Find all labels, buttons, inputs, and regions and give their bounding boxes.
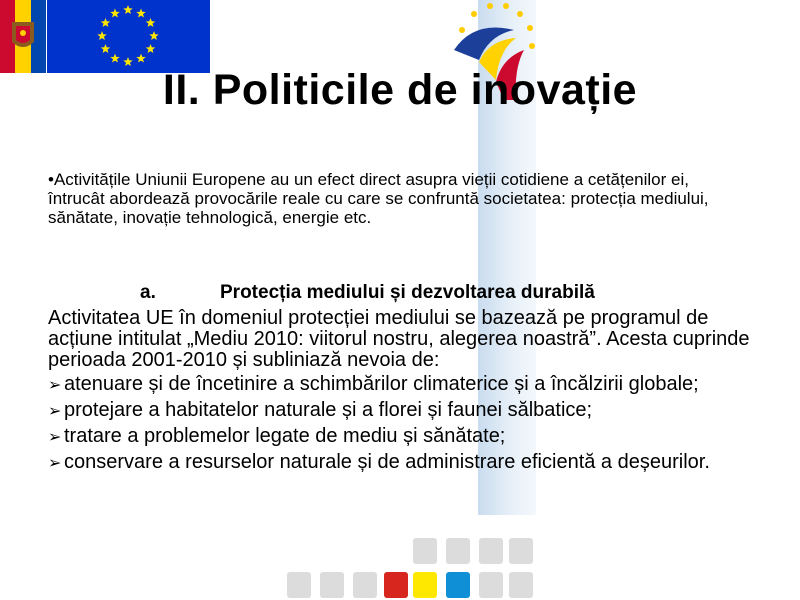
eu-flag-icon: [47, 0, 210, 73]
body-text: [48, 308, 768, 478]
tile: [320, 572, 344, 598]
arrow-bullet-icon: ➢: [48, 403, 62, 420]
tile: [479, 538, 503, 564]
list-item: ➢ protejare a habitatelor naturale și a florei și faunei sălbatice;: [48, 399, 593, 421]
tile: [413, 538, 437, 564]
tile: [509, 572, 533, 598]
section-heading-text: Protecția mediului și dezvoltarea durabilă: [220, 282, 595, 303]
list-item: ➢ conservare a resurselor naturale și de administrare eficientă a deșeurilor.: [48, 451, 710, 473]
tile-blue: [446, 572, 470, 598]
section-letter: a.: [140, 282, 156, 303]
slide-title: II. Politicile de inovație: [162, 66, 638, 114]
list-item: ➢ atenuare și de încetinire a schimbărilor climaterice și a încălzirii globale;: [48, 373, 699, 395]
intro-paragraph: •Activitățile Uniunii Europene au un efect direct asupra vieții cotidiene a cetățenilor ei, întrucât abordează provocările reale cu care se confruntă societatea: protecția mediului, sănătate, inovație tehnologică, energie etc.: [48, 170, 709, 227]
list-item: ➢ tratare a problemelor legate de mediu și sănătate;: [48, 425, 506, 447]
program-paragraph: Activitatea UE în domeniul protecției mediului se bazează pe programul de acțiune intitulat „Mediu 2010: viitorul nostru, alegerea noastră”. Acesta cuprinde perioada 2001-2010 și subliniază nevoia de:: [48, 307, 750, 371]
tile-yellow: [413, 572, 437, 598]
arrow-bullet-icon: ➢: [48, 429, 62, 446]
moldova-flag-icon: [0, 0, 46, 73]
tile: [446, 538, 470, 564]
tile: [479, 572, 503, 598]
tile: [509, 538, 533, 564]
tile-red: [384, 572, 408, 598]
needs-list: [48, 374, 768, 474]
arrow-bullet-icon: ➢: [48, 377, 62, 394]
section-heading: [140, 282, 700, 304]
tile: [287, 572, 311, 598]
arrow-bullet-icon: ➢: [48, 455, 62, 472]
tile: [353, 572, 377, 598]
